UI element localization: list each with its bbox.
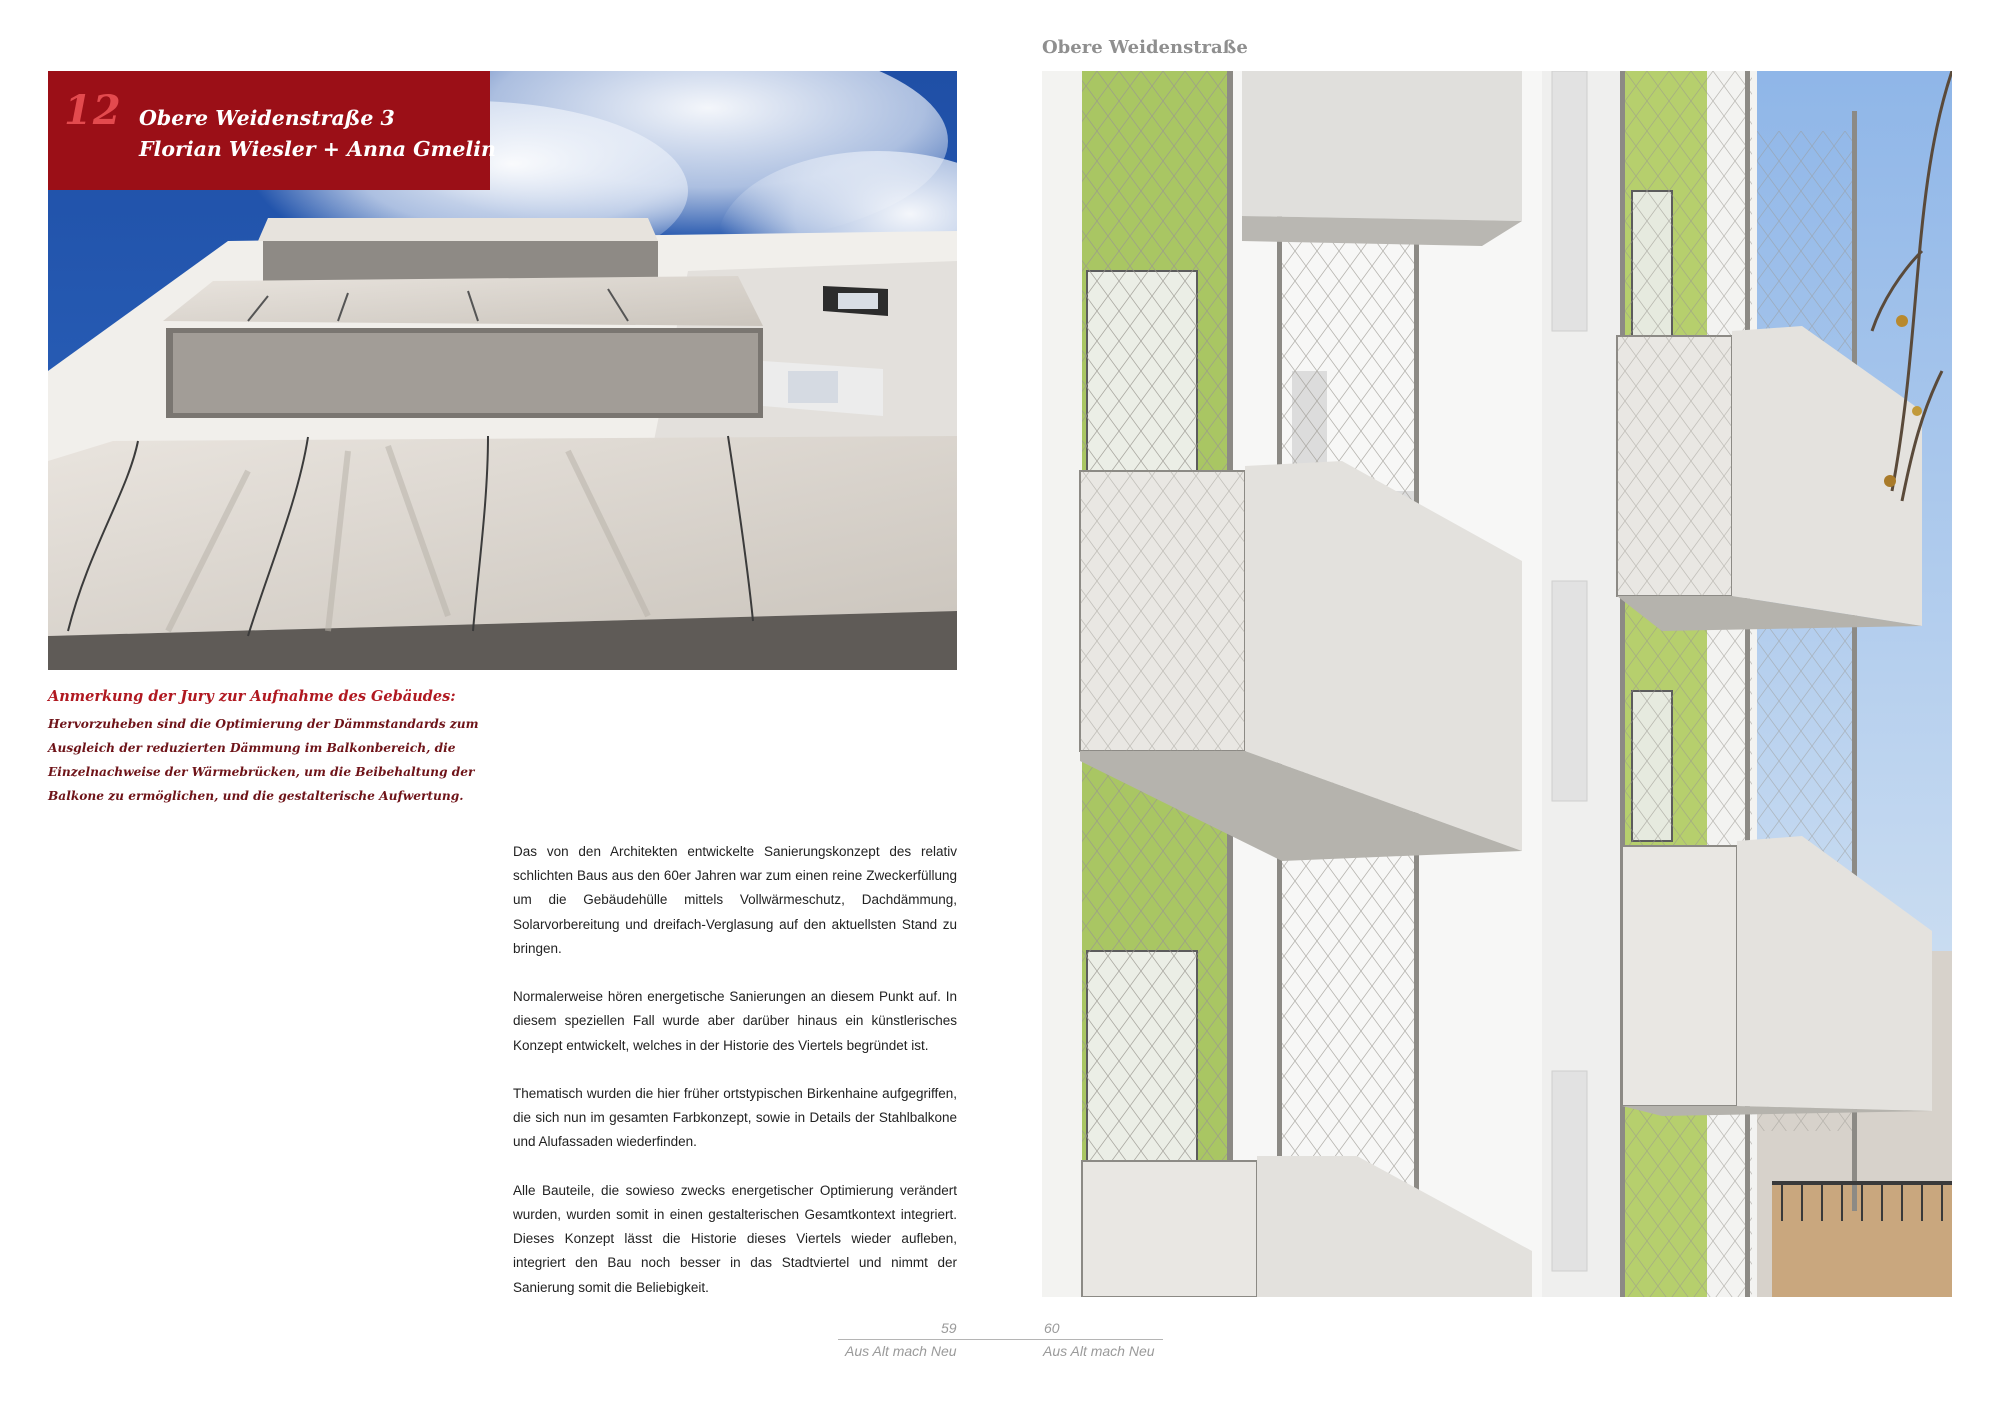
footer-divider-left <box>838 1339 1002 1340</box>
page-number-right: 60 <box>1044 1320 1060 1336</box>
jury-line: Hervorzuheben sind die Optimierung der Dämmstandards zum <box>48 717 479 731</box>
body-paragraph: Thematisch wurden die hier früher ortstypischen Birkenhaine aufgegriffen, die sich nun im gesamten Farbkonzept, sowie in Details der Stahlbalkone und Alufassaden wiederfinden. <box>513 1086 957 1150</box>
footer-divider-right <box>1000 1339 1163 1340</box>
jury-heading: Anmerkung der Jury zur Aufnahme des Gebäudes: <box>48 688 456 705</box>
jury-line: Ausgleich der reduzierten Dämmung im Balkonbereich, die <box>48 741 456 755</box>
page-number-left: 59 <box>941 1320 957 1336</box>
project-number: 12 <box>64 87 122 134</box>
right-page-header: Obere Weidenstraße <box>1042 37 1248 58</box>
project-address: Obere Weidenstraße 3 <box>139 106 395 130</box>
body-paragraph: Alle Bauteile, die sowieso zwecks energetischer Optimierung verändert wurden, wurden somit in einen gestalterischen Gesamtkontext integriert. Dieses Konzept lässt die Historie dieses Viertels wieder aufleben, integriert den Bau noch besser in das Stadtviertel und nimmt der Sanierung somit die Beliebigkeit. <box>513 1182 957 1295</box>
right-facade-photo <box>1042 71 1952 1297</box>
body-paragraph: Das von den Architekten entwickelte Sanierungskonzept des relativ schlichten Baus aus den 60er Jahren war zum einen reine Zweckerfüllung um die Gebäudehülle mittels Vollwärmeschutz, Dachdämmung, Solarvorbereitung und dreifach-Verglasung auf den aktuellsten Stand zu bringen. <box>513 844 957 956</box>
project-architects: Florian Wiesler + Anna Gmelin <box>139 137 496 161</box>
jury-text <box>48 712 479 808</box>
footer-label-left: Aus Alt mach Neu <box>845 1343 957 1359</box>
facade-photo-icon <box>1042 71 1952 1297</box>
body-text <box>513 840 957 1300</box>
title-box <box>48 71 496 190</box>
body-paragraph: Normalerweise hören energetische Sanierungen an diesem Punkt auf. In diesem speziellen Fall wurde aber darüber hinaus ein künstlerisches Konzept entwickelt, welches in der Historie des Viertels begründet ist. <box>513 989 957 1053</box>
footer-label-right: Aus Alt mach Neu <box>1043 1343 1155 1359</box>
jury-line: Einzelnachweise der Wärmebrücken, um die Beibehaltung der <box>48 765 475 779</box>
jury-line: Balkone zu ermöglichen, und die gestalterische Aufwertung. <box>48 789 464 803</box>
